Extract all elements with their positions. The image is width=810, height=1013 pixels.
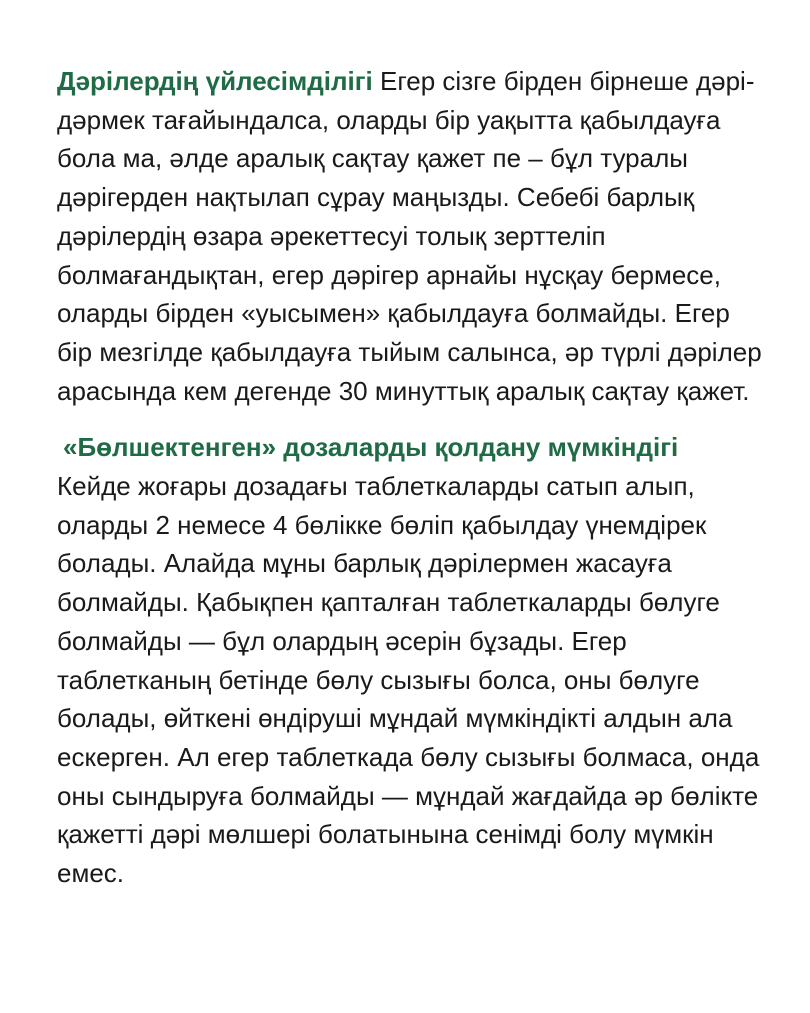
document-page bbox=[57, 62, 767, 893]
section-body: Кейде жоғары дозадағы таблеткаларды сатып алып, оларды 2 немесе 4 бөлікке бөліп қабылдау үнемдірек болады. Алайда мұны барлық дәрілермен жасауға болмайды. Қабықпен қапталған таблеткаларды бөлуге болмайды — бұл олардың әсерін бұзады. Егер таблетканың бетінде бөлу сызығы болса, оны бөлуге болады, өйткені өндіруші мұндай мүмкіндікті алдын ала ескерген. Ал егер таблеткада бөлу сызығы болмаса, онда оны сындыруға болмайды — мұндай жағдайда әр бөлікте қажетті дәрі мөлшері болатынына сенімді болу мүмкін емес. bbox=[57, 471, 760, 889]
section-split-doses bbox=[57, 428, 767, 892]
section-drug-compatibility bbox=[57, 62, 767, 410]
section-heading: «Бөлшектенген» дозаларды қолдану мүмкіндігі bbox=[63, 432, 679, 463]
section-body: Егер сізге бірден бірнеше дәрі-дәрмек тағайындалса, оларды бір уақытта қабылдауға бола ма, әлде аралық сақтау қажет пе – бұл туралы дәрігерден нақтылап сұрау маңызды. Себебі барлық дәрілердің өзара әрекеттесуі толық зерттеліп болмағандықтан, егер дәрігер арнайы нұсқау бермесе, оларды бірден «уысымен» қабылдауға болмайды. Егер бір мезгілде қабылдауға тыйым салынса, әр түрлі дәрілер арасында кем дегенде 30 минуттық аралық сақтау қажет. bbox=[57, 66, 762, 406]
section-heading: Дәрілердің үйлесімділігі bbox=[57, 66, 373, 96]
